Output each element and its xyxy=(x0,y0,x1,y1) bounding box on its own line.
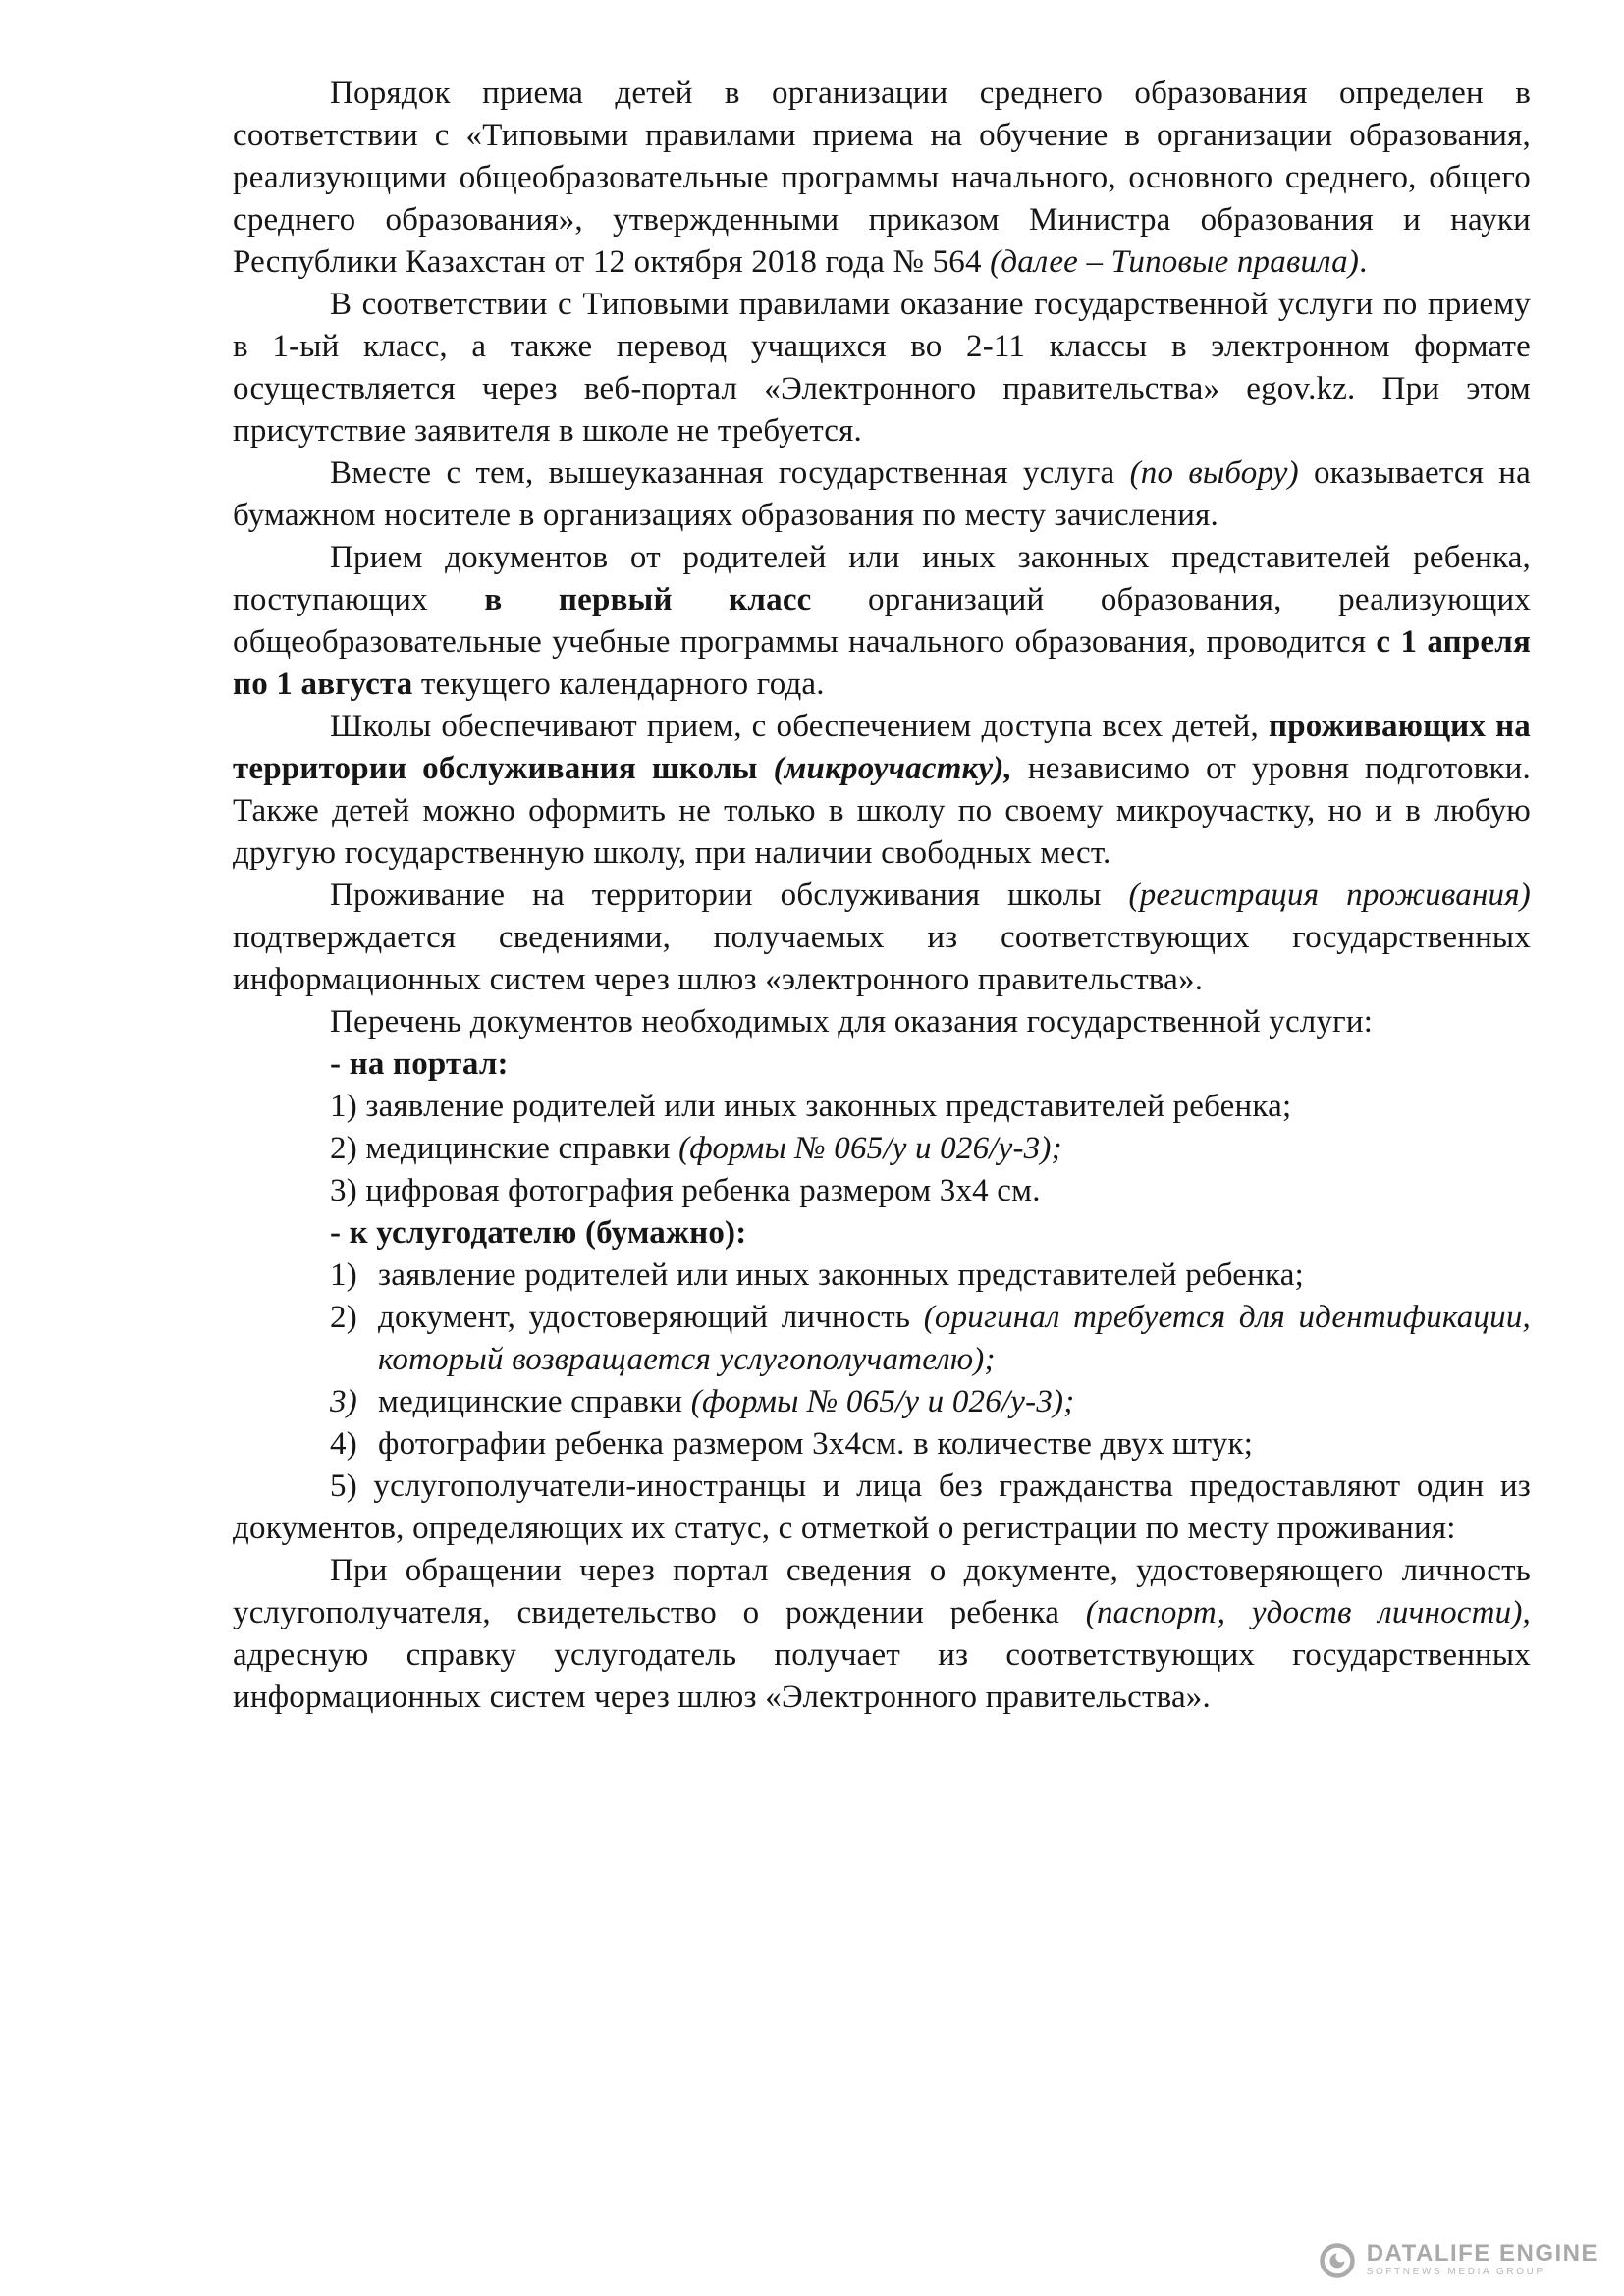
provider-item-5 xyxy=(233,1466,1531,1550)
watermark-brand: DATALIFE ENGINE xyxy=(1366,2240,1598,2267)
paragraph-portal-data-retrieval xyxy=(233,1550,1531,1719)
text-run: 1) заявление родителей или иных законных представителей ребенка; xyxy=(330,1089,1292,1124)
portal-item-2 xyxy=(233,1128,1531,1170)
text-run: (далее – Типовые правила) xyxy=(990,244,1360,280)
text-run: Школы обеспечивают прием, с обеспечением доступа всех детей, xyxy=(330,709,1269,744)
list-item-number: 1) xyxy=(330,1257,357,1293)
list-item-number: 2) xyxy=(330,1300,357,1335)
text-run: . xyxy=(1359,244,1368,280)
portal-item-3 xyxy=(233,1170,1531,1212)
text-run: документ, удостоверяющий личность xyxy=(378,1300,924,1335)
text-run: 2) медицинские справки xyxy=(330,1131,679,1166)
text-run: (микроучастку), xyxy=(773,751,1012,786)
datalife-watermark xyxy=(1318,2241,1598,2280)
provider-item-4 xyxy=(233,1423,1531,1466)
text-run: 5) услугополучатели-иностранцы и лица без гражданства предоставляют один из документов, определяющих их статус, с отметкой о регистрации по месту проживания: xyxy=(233,1468,1531,1546)
text-run: Перечень документов необходимых для оказания государственной услуги: xyxy=(330,1004,1374,1040)
text-run: в первый класс xyxy=(484,582,812,617)
text-run: (паспорт, удоств личности), xyxy=(1085,1595,1531,1630)
paragraph-residence-confirmation xyxy=(233,875,1531,1001)
text-run: адресную справку услугодатель получает из соответствующих государственных информационных систем через шлюз «Электронного правительства». xyxy=(233,1637,1531,1715)
heading-provider-paper xyxy=(233,1212,1531,1255)
text-run: Прием документов от родителей или иных законных представителей ребенка, поступающих xyxy=(233,540,1531,617)
text-run: оказывается на бумажном носителе в организациях образования по месту зачисления. xyxy=(233,455,1531,533)
text-run: Вместе с тем, вышеуказанная государственная услуга xyxy=(330,455,1130,491)
watermark-subtitle: SOFTNEWS MEDIA GROUP xyxy=(1366,2267,1545,2277)
text-run: организаций образования, реализующих общеобразовательные учебные программы начального образования, проводится xyxy=(233,582,1532,660)
text-run: - на портал: xyxy=(330,1046,509,1082)
text-run: Проживание на территории обслуживания школы xyxy=(330,878,1129,913)
text-run: В соответствии с Типовыми правилами оказание государственной услуги по приему в 1-ый класс, а также перевод учащихся во 2-11 классы в электронном формате осуществляется через веб-портал «Электронного правительства» egov.kz. При этом присутствие заявителя в школе не требуется. xyxy=(233,287,1531,449)
list-item-number: 4) xyxy=(330,1426,357,1462)
provider-item-3 xyxy=(233,1381,1531,1423)
heading-portal xyxy=(233,1043,1531,1086)
text-run: фотографии ребенка размером 3х4см. в количестве двух штук; xyxy=(378,1426,1254,1462)
paragraph-first-grade-dates xyxy=(233,537,1531,706)
text-run: подтверждается сведениями, получаемых из соответствующих государственных информационных систем через шлюз «электронного правительства». xyxy=(233,920,1531,997)
paragraph-school-territory xyxy=(233,706,1531,875)
document-body xyxy=(233,73,1531,1719)
text-run: (оригинал требуется для идентификации, который возвращается услугополучателю); xyxy=(378,1300,1531,1377)
text-run: - к услугодателю (бумажно): xyxy=(330,1215,747,1251)
paragraph-admission-order xyxy=(233,73,1531,284)
paragraph-egov-service xyxy=(233,284,1531,453)
text-run: медицинские справки xyxy=(378,1384,691,1419)
text-run: Порядок приема детей в организации среднего образования определен в соответствии с «Типовыми правилами приема на обучение в организации образования, реализующими общеобразовательные программы начального, основного среднего, общего среднего образования», утвержденными приказом Министра образования и науки Республики Казахстан от 12 октября 2018 года № 564 xyxy=(233,76,1531,280)
text-run: проживающих на территории обслуживания школы xyxy=(233,709,1531,786)
text-run: независимо от уровня подготовки. Также детей можно оформить не только в школу по своему микроучастку, но и в любую другую государственную школу, при наличии свободных мест. xyxy=(233,751,1531,871)
portal-item-1 xyxy=(233,1086,1531,1128)
text-run: 3) цифровая фотография ребенка размером 3х4 см. xyxy=(330,1173,1041,1208)
text-run: (регистрация проживания) xyxy=(1128,878,1531,913)
text-run: текущего календарного года. xyxy=(412,667,825,702)
text-run: (формы № 065/у и 026/у-3); xyxy=(678,1131,1062,1166)
list-item-number: 3) xyxy=(330,1384,357,1419)
text-run: заявление родителей или иных законных представителей ребенка; xyxy=(378,1257,1304,1293)
provider-item-1 xyxy=(233,1255,1531,1297)
paragraph-documents-list-intro xyxy=(233,1001,1531,1043)
text-run: При обращении через портал сведения о документе, удостоверяющего личность услугополучателя, свидетельство о рождении ребенка xyxy=(233,1553,1531,1630)
text-run: с 1 апреля по 1 августа xyxy=(233,624,1532,702)
text-run: (по выбору) xyxy=(1129,455,1299,491)
datalife-watermark-text xyxy=(1367,2242,1598,2279)
provider-item-2 xyxy=(233,1297,1531,1381)
paragraph-paper-option xyxy=(233,453,1531,537)
text-run: (формы № 065/у и 026/у-3); xyxy=(690,1384,1075,1419)
datalife-logo-icon xyxy=(1318,2241,1357,2280)
